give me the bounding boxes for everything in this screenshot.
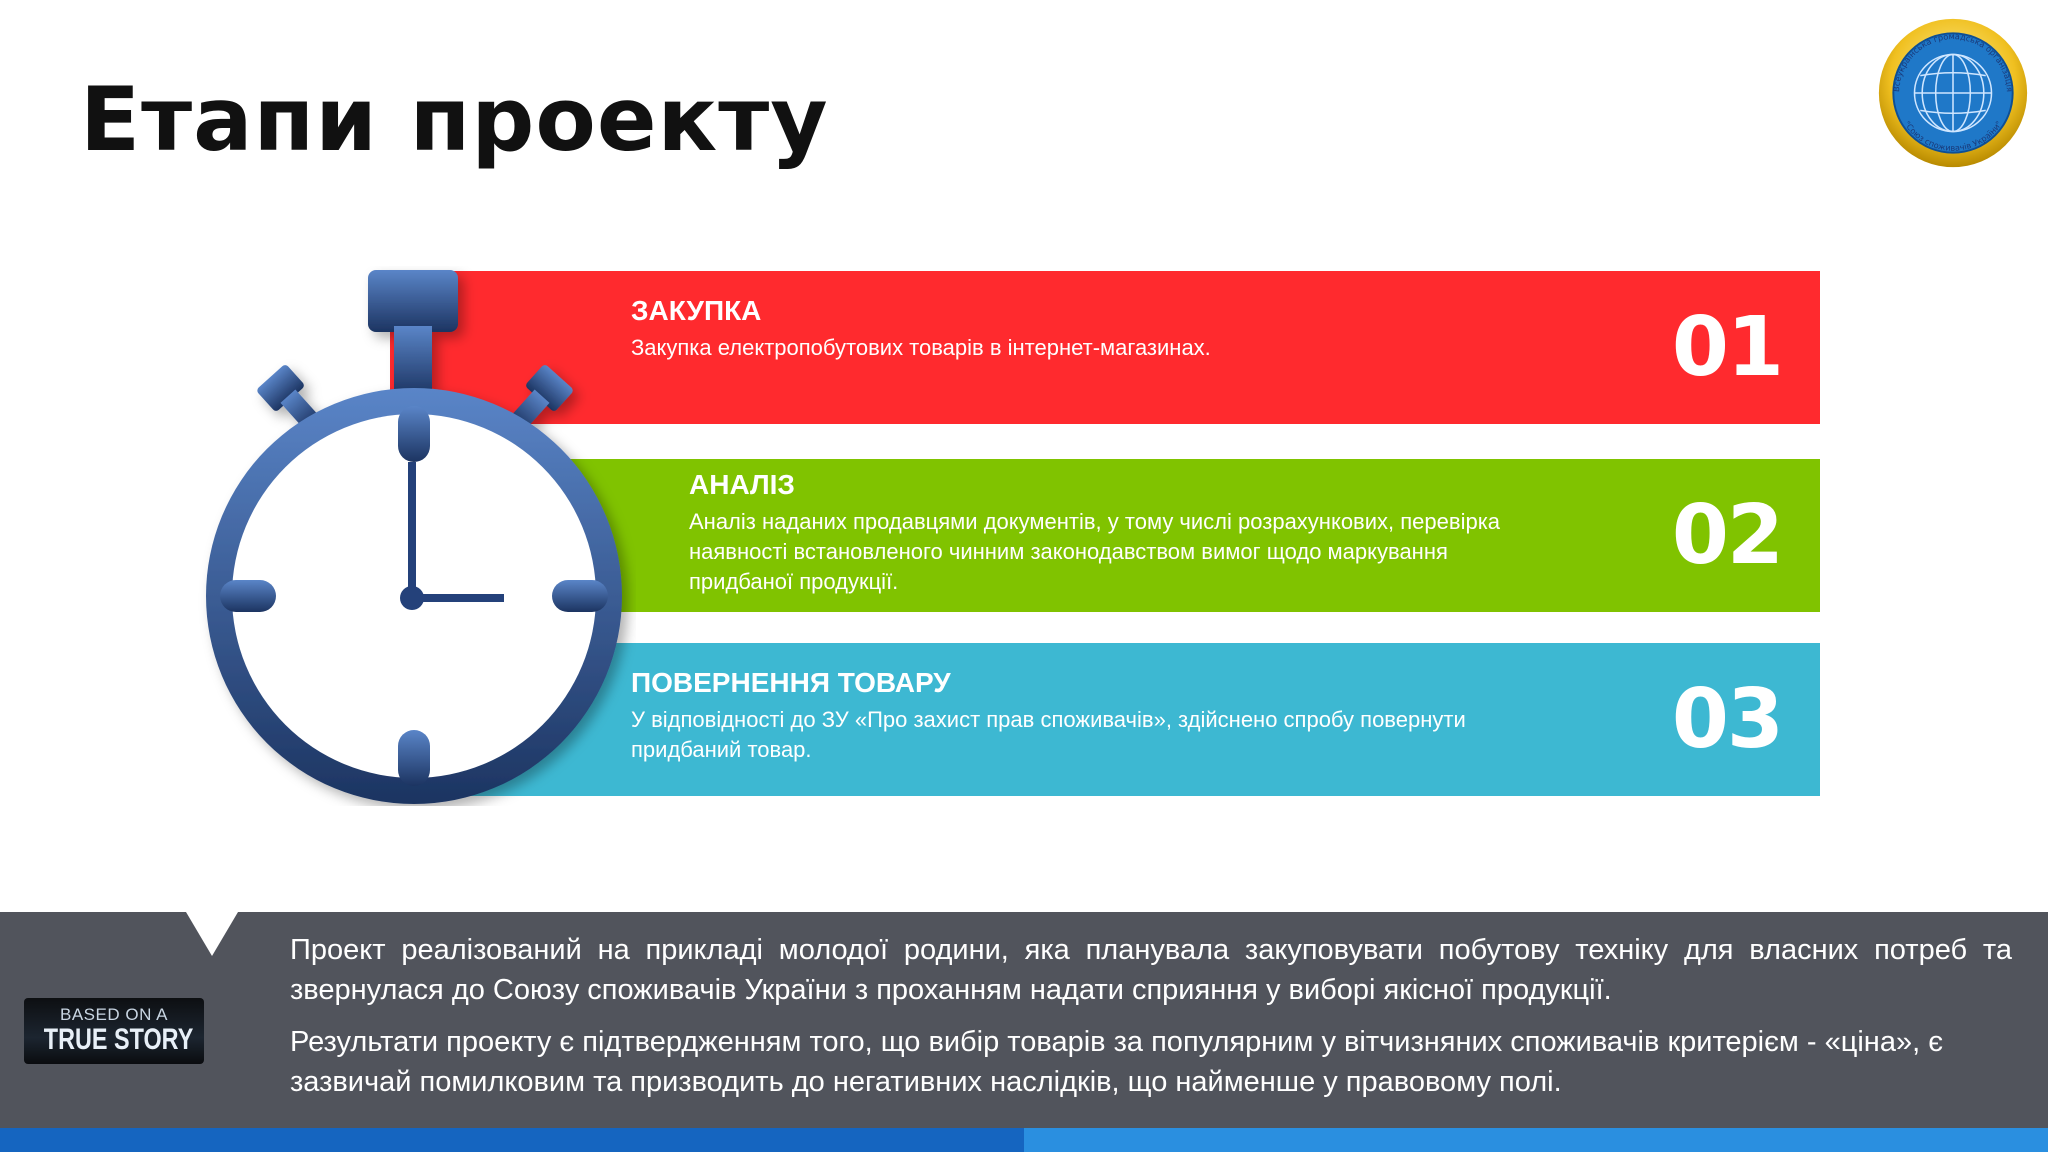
logo-ring-text-top: Всеукраїнська громадська організація — [1891, 31, 2015, 93]
stage-heading: ЗАКУПКА — [631, 295, 762, 326]
stopwatch-icon — [196, 266, 636, 806]
footer-panel — [0, 912, 2048, 1128]
footer-notch — [186, 912, 238, 956]
bottom-bar-left — [0, 1128, 1024, 1152]
slide-title: Етапи проекту — [80, 68, 829, 171]
badge-line1: BASED ON A — [60, 1005, 168, 1024]
consumer-union-logo — [1876, 16, 2030, 170]
stage-number: 01 — [1671, 300, 1782, 395]
stage-description — [631, 705, 1591, 765]
stage-description — [689, 507, 1649, 597]
footer-text — [290, 930, 2012, 1114]
stage-desc-line: придбаної продукції. — [689, 569, 899, 594]
stage-desc-line: Аналіз наданих продавцями документів, у тому числі розрахункових, перевірка — [689, 509, 1501, 534]
stage-desc-line: придбаний товар. — [631, 737, 812, 762]
footer-paragraph: Проект реалізований на прикладі молодої родини, яка планувала закуповувати побутову техніку для власних потреб та звернулася до Союзу споживачів України з проханням надати сприяння у виборі якісної продукції. — [290, 934, 2012, 1006]
globe-icon — [1915, 55, 1992, 132]
stage-heading: АНАЛІЗ — [689, 469, 795, 500]
stage-number: 02 — [1671, 488, 1782, 583]
true-story-badge — [24, 998, 204, 1064]
stage-description — [631, 333, 1591, 363]
stage-desc-line: наявності встановленого чинним законодавством вимог щодо маркування — [689, 539, 1448, 564]
stage-desc-line: Закупка електропобутових товарів в інтернет-магазинах. — [631, 335, 1211, 360]
footer-paragraph: Результати проекту є підтвердженням того, що вибір товарів за популярним у вітчизняних споживачів критерієм - «ціна», є зазвичай помилковим та призводить до негативних наслідків, що найменше у правовому полі. — [290, 1026, 1943, 1098]
stage-number: 03 — [1671, 672, 1782, 767]
bottom-bar-right — [1024, 1128, 2048, 1152]
stage-heading: ПОВЕРНЕННЯ ТОВАРУ — [631, 667, 951, 698]
logo-ring-text-bottom: "Союз споживачів України" — [1902, 119, 2004, 153]
badge-line2: TRUE STORY — [43, 1023, 194, 1056]
stage-desc-line: У відповідності до ЗУ «Про захист прав споживачів», здійснено спробу повернути — [631, 707, 1466, 732]
